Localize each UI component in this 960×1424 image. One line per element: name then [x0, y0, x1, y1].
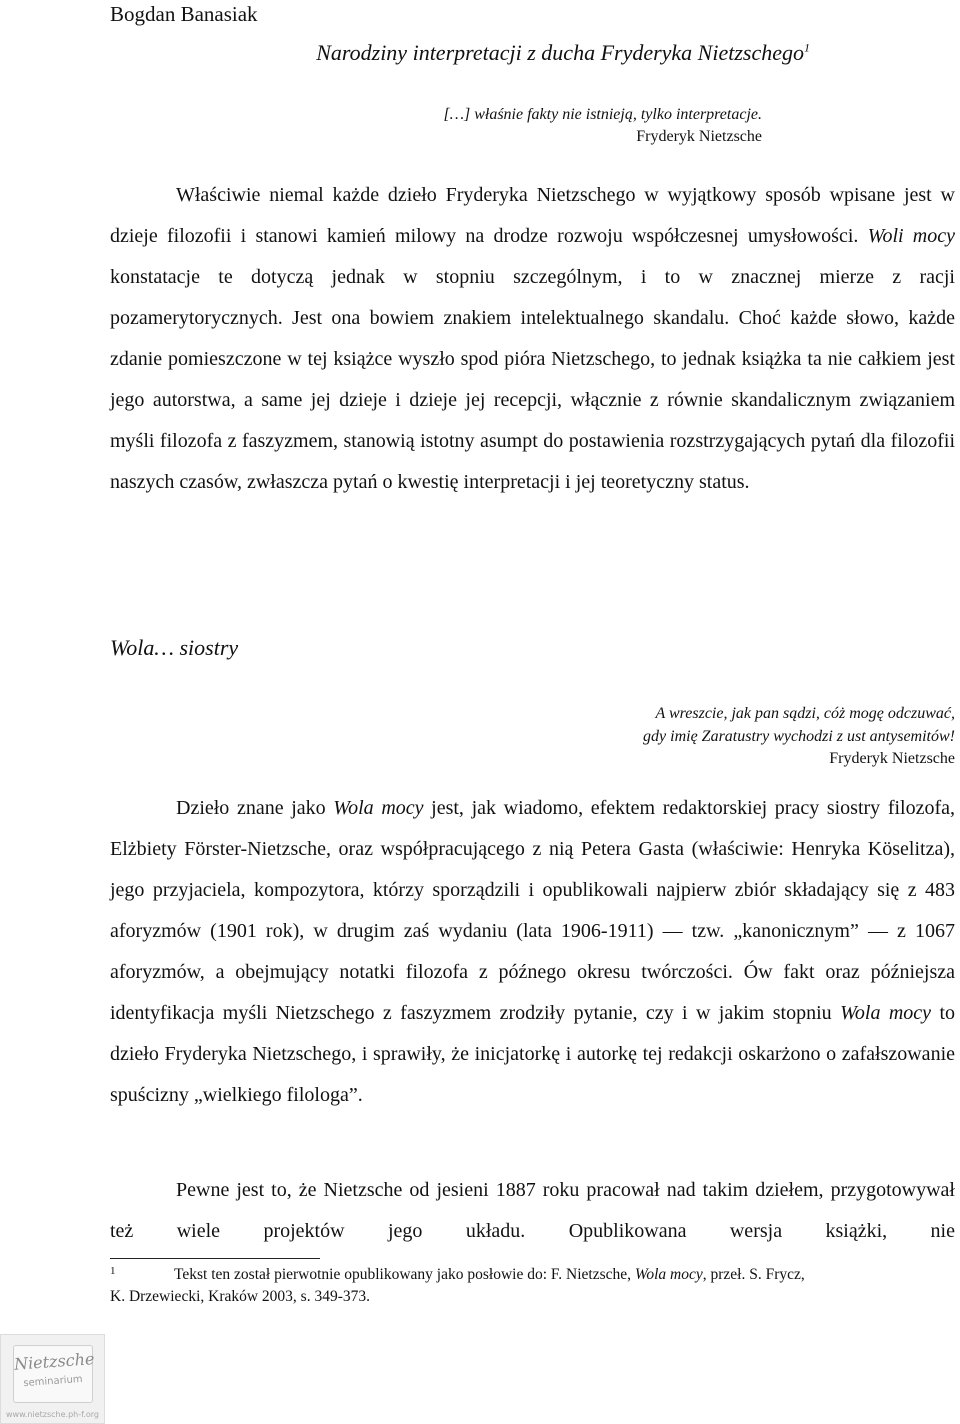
article-title — [0, 40, 810, 66]
author-name: Bogdan Banasiak — [110, 2, 258, 26]
paragraph-wola-italic-2: Wola mocy — [840, 1002, 932, 1024]
logo-url: www.nietzsche.ph-f.org — [5, 1410, 100, 1419]
seminar-logo[interactable] — [0, 1334, 105, 1424]
paragraph-intro-s3: Choć każde słowo, każde zdanie pomieszczone w tej książce wyszło spod pióra Nietzschego, to jednak książka ta nie całkiem jest jego autorstwa, a same jej dzieje i dzieje jej recepcji, włącznie z równie skandalicznym związaniem myśli filozofa z faszyzmem, stanowią istotny asumpt do postawienia rozstrzygających pytań dla filozofii naszych czasów, zwłaszcza pytań o kwestię interpretacji i jej teoretyczny status. — [110, 307, 955, 493]
paragraph-wola-b: jest, jak wiadomo, efektem redaktorskiej pracy siostry filozofa, Elżbiety Förster-Nietzsche, oraz współpracującego z nią Petera Gasta (właściwie: Henryka Köselitza), jego przyjaciela, kompozytora, którzy sporządzili i opublikowali najpierw zbiór składający się z 483 aforyzmów (1901 rok), w drugim zaś wydaniu (lata 1906-1911) — tzw. „kanonicznym” — z 1067 aforyzmów, a obejmujący notatki filozofa z późnego okresu twórczości. Ów fakt oraz późniejsza identyfikacja myśli Nietzschego z faszyzmem zrodziły pytanie, czy i w jakim stopniu — [110, 797, 956, 1024]
title-text: Narodziny interpretacji z ducha Fryderyka Nietzschego — [316, 40, 804, 65]
epigraph2-attribution: Fryderyk Nietzsche — [829, 750, 955, 767]
title-footnote-mark[interactable]: 1 — [804, 40, 810, 55]
footnote-text-b: , przeł. S. Frycz, — [702, 1266, 805, 1283]
paragraph-pewne: Pewne jest to, że Nietzsche od jesieni 1887 roku pracował nad takim dziełem, przygotowywał też wiele projektów jego układu. Opublikowana wersja książki, nie — [110, 1179, 955, 1242]
footnote — [110, 1264, 958, 1286]
paragraph-intro-s2: konstatacje te dotyczą jednak w stopniu szczególnym, i to w znacznej mierze z racji pozamerytorycznych. Jest ona bowiem znakiem intelektualnego skandalu. — [110, 266, 955, 329]
footnote-text-italic: Wola mocy — [634, 1266, 703, 1283]
footnote-text-a: Tekst ten został pierwotnie opublikowany jako posłowie do: F. Nietzsche, — [174, 1266, 631, 1283]
footnote-rule — [110, 1258, 320, 1259]
footnote-line2: K. Drzewiecki, Kraków 2003, s. 349-373. — [110, 1288, 370, 1305]
epigraph-attribution: Fryderyk Nietzsche — [636, 128, 762, 145]
paragraph-intro-s1: Właściwie niemal każde dzieło Fryderyka Nietzschego w wyjątkowy sposób wpisane jest w dzieje filozofii i stanowi kamień milowy na drodze rozwoju współczesnej umysłowości. — [110, 184, 955, 247]
paragraph-intro-italic: Woli mocy — [867, 225, 956, 247]
footnote-line1 — [110, 1264, 958, 1286]
footnote-number: 1 — [110, 1265, 116, 1277]
epigraph-quote: […] właśnie fakty nie istnieją, tylko interpretacje. — [443, 106, 762, 123]
paragraph-wola-c: to dzieło Fryderyka Nietzschego, i sprawiły, że inicjatorkę i autorkę tej redakcji oskarżono o zafałszowanie spuścizny „wielkiego filologa”. — [110, 1002, 956, 1106]
logo-badge — [13, 1345, 93, 1403]
epigraph2-line1: A wreszcie, jak pan sądzi, cóż mogę odczuwać, — [655, 705, 955, 722]
paragraph-intro — [110, 175, 955, 503]
logo-subtitle: seminarium — [23, 1373, 83, 1390]
paragraph-wola-a: Dzieło znane jako — [176, 797, 326, 819]
section-heading: Wola… siostry — [110, 635, 239, 660]
paragraph-wola-mocy — [110, 788, 955, 1116]
paragraph-wola-italic-1: Wola mocy — [333, 797, 424, 819]
logo-title: Nietzsche — [13, 1349, 95, 1374]
epigraph2-line2: gdy imię Zaratustry wychodzi z ust antysemitów! — [643, 728, 955, 745]
